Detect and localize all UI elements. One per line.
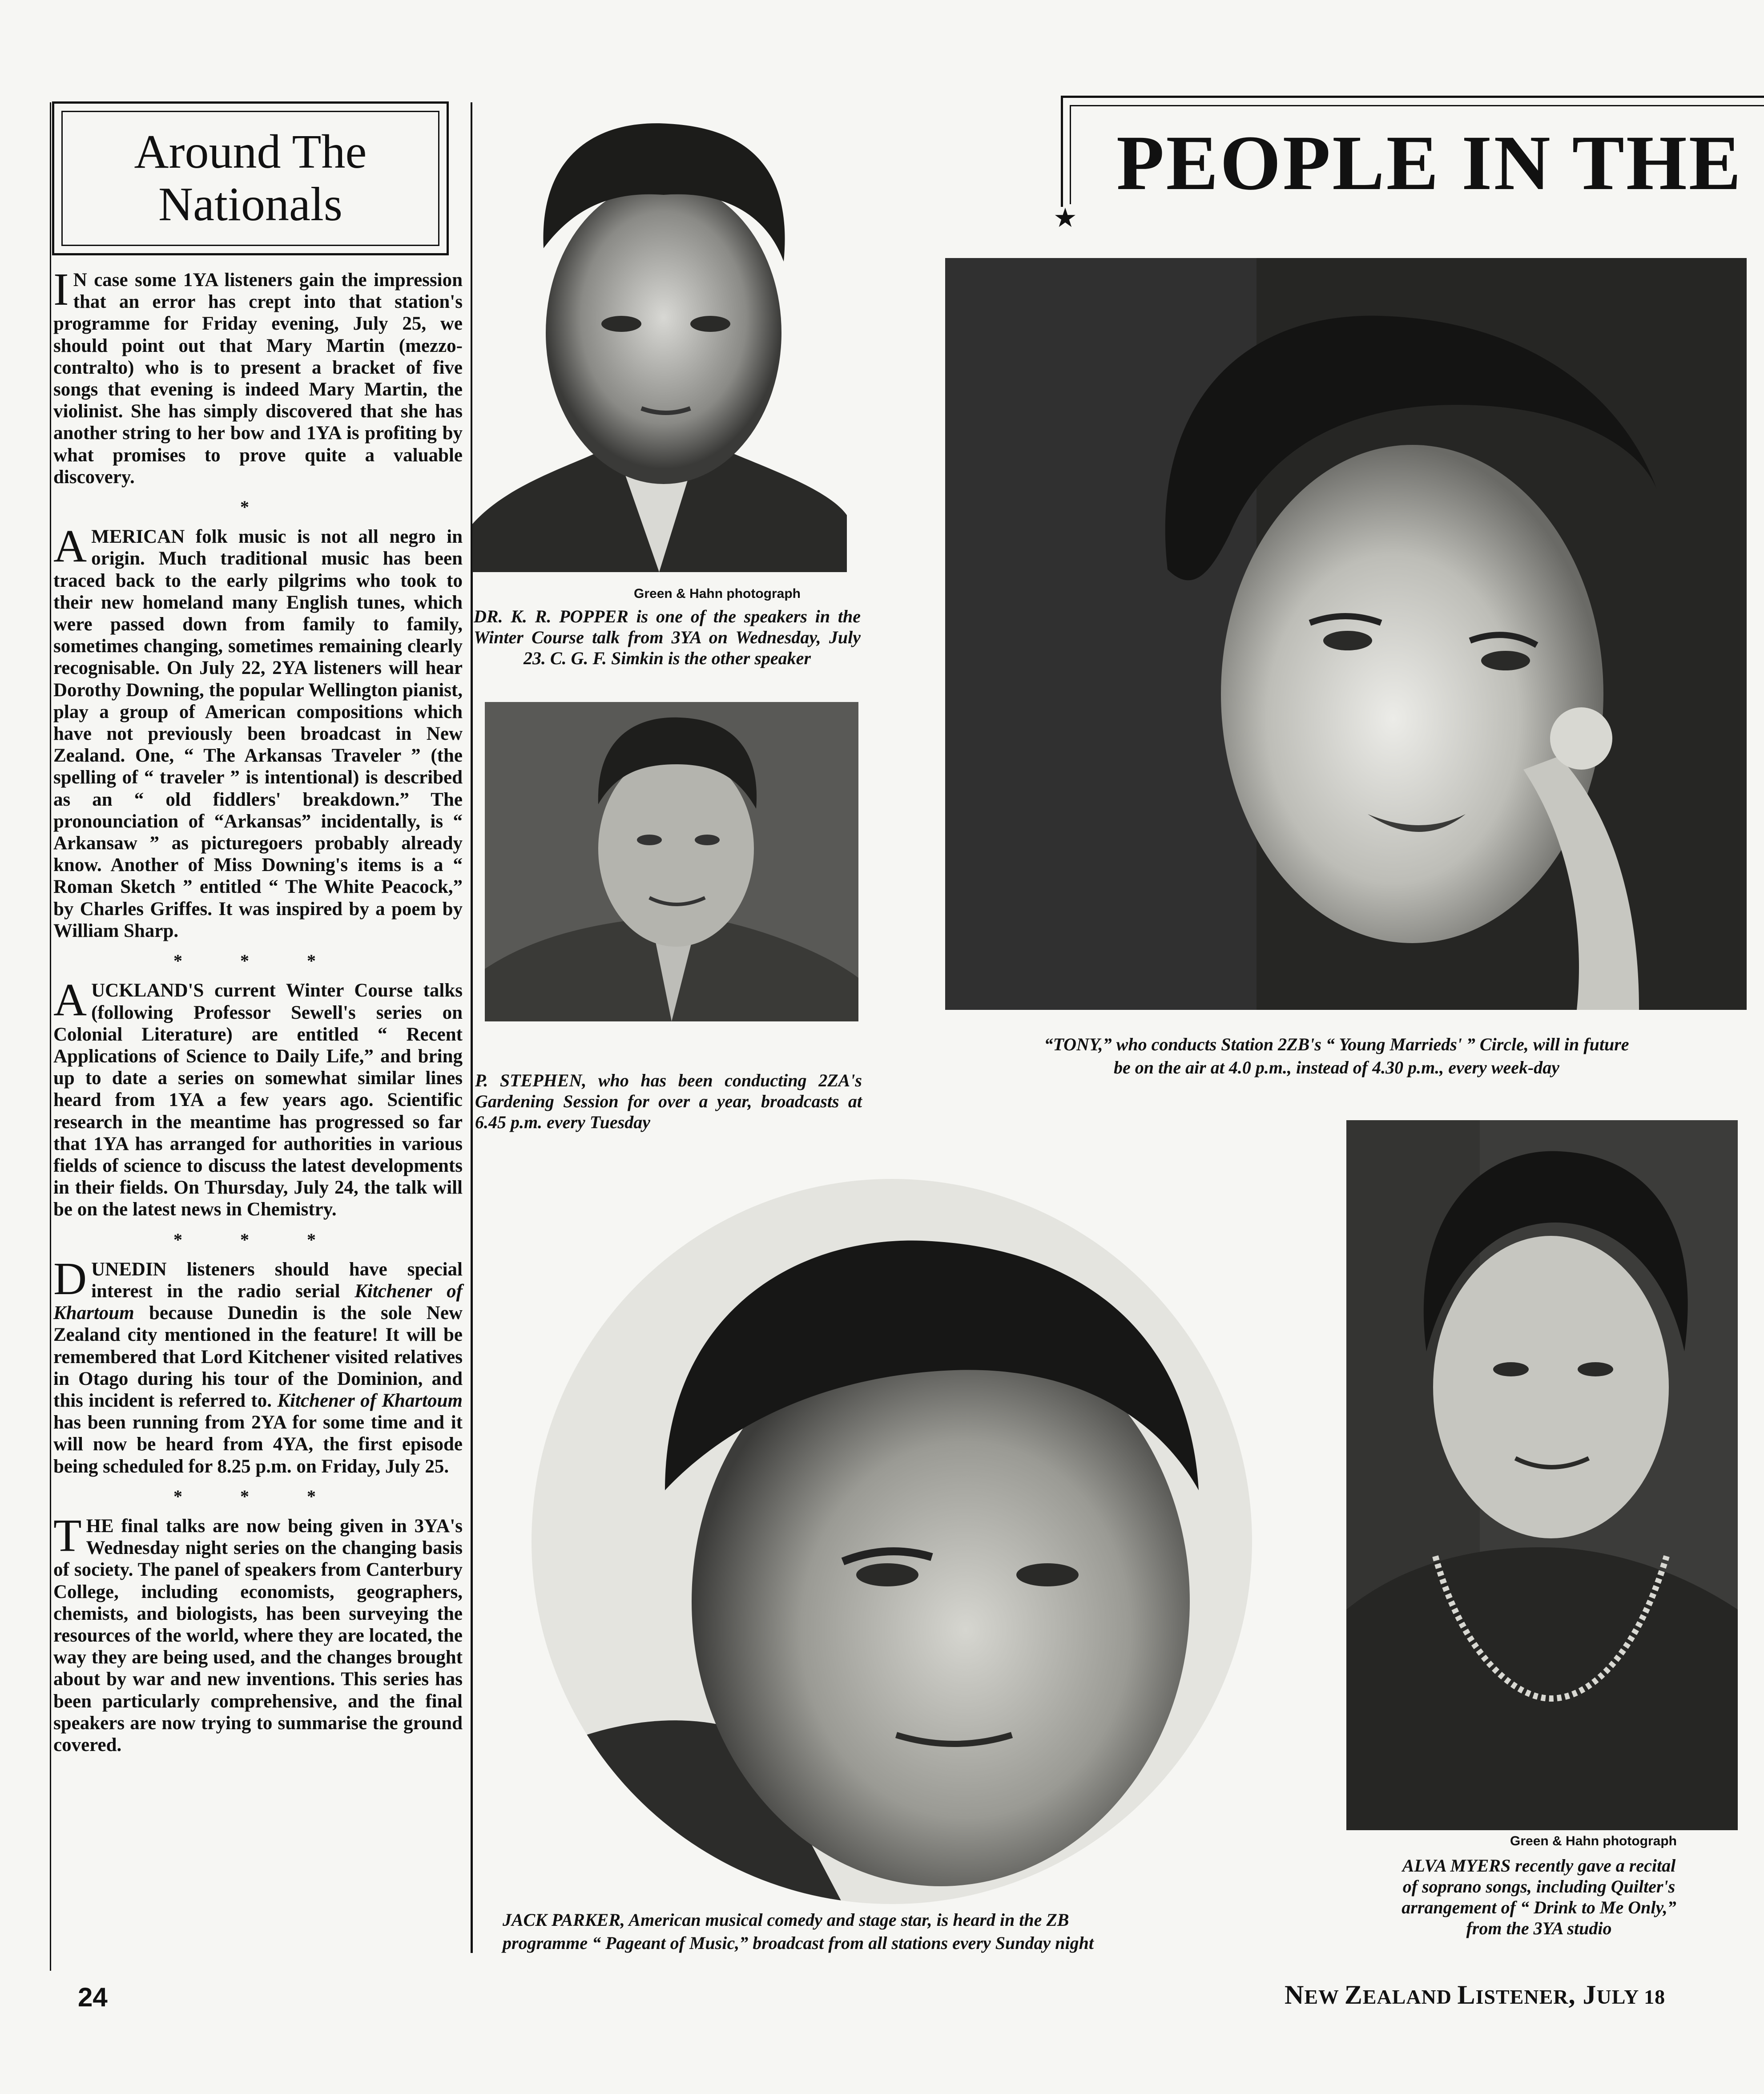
paragraph-text: UCKLAND'S current Winter Course talks (following Professor Sewell's series on Colonial Literature) are entitled “ Recent Applications of Science to Daily Life,” and bring up to date a series on somewhat similar lines heard from 1YA a few years ago. Scientific research in the meantime has progressed so far that 1YA has arranged for authorities in various fields of science to discuss the latest developments in their fields. On Thursday, July 24, the talk will be on the latest news in Chemistry. [53,980,463,1220]
photo-stephen [485,702,858,1021]
photo-credit-myers: Green & Hahn photograph [1510,1834,1677,1848]
paragraph-2 [53,520,463,942]
drop-cap: T [53,1509,82,1561]
caption-parker [503,1908,1294,1955]
caption-line: from the 3YA studio [1466,1918,1612,1938]
photo-credit-popper: Green & Hahn photograph [634,586,801,601]
masthead-line-1: Around The [134,125,367,178]
separator-stars: * [240,497,276,517]
drop-cap: I [53,264,69,315]
portrait-image [945,258,1747,1010]
page-number: 24 [78,1982,108,2012]
column-rule-left [50,102,51,1971]
serial-title: Kitchener of Khartoum [277,1390,463,1411]
caption-line: JACK PARKER, American musical comedy and stage star, is heard in the ZB [503,1910,1069,1930]
paragraph-text: MERICAN folk music is not all negro in origin. Much traditional music has been traced back to the early pilgrims who took to their new homeland many English tunes, which were passed down from family to family, sometimes changing, sometimes remaining clearly recognisable. On July 22, 2YA listeners will hear Dorothy Downing, the popular Wellington pianist, play a group of American compositions which have not previously been broadcast in New Zealand. One, “ The Arkansas Traveler ” (the spelling of “ traveler ” is intentional) is described as an “ old fiddlers' breakdown.” The pronounciation of “Arkansas” incidentally, is “ Arkansaw ” as picturegoers probably already know. Another of Miss Downing's items is a “ Roman Sketch ” entitled “ The White Peacock,” by Charles Griffes. It was inspired by a poem by William Sharp. [53,526,463,941]
pub-part: EW [1304,1985,1345,2008]
pub-part: ISTENER [1475,1985,1569,2008]
caption-tony [945,1033,1728,1079]
paragraph-1 [53,264,463,488]
paragraph-text: HE final talks are now being given in 3YA's Wednesday night series on the changing basis of society. The panel of speakers from Canterbury College, including economists, geographers, chemists, and biologists, has been surveying the resources of the world, where they are located, the way they are being used, and the changes brought about by war and new inventions. This series has been particularly comprehensive, and the final speakers are now trying to summarise the ground covered. [53,1515,463,1755]
photo-tony [945,258,1747,1010]
drop-cap: D [53,1253,87,1304]
caption-line: “TONY,” who conducts Station 2ZB's “ Young Marrieds' ” Circle, will in future [1044,1034,1629,1054]
paragraph-text: because Dunedin is the sole New Zealand city mentioned in the feature! It will be remembered that Lord Kitchener visited relatives in Otago during his tour of the Dominion, and this incident is referred to. [53,1303,463,1411]
separator-stars: * * * [173,1486,342,1506]
serial-title: Kitchener of Khartoum [53,1280,463,1324]
caption-line: programme “ Pageant of Music,” broadcast from all stations every Sunday night [503,1933,1094,1953]
separator-stars: * * * [173,951,342,971]
separator-stars: * * * [173,1229,342,1250]
caption-popper [474,606,861,669]
caption-text: DR. K. R. POPPER is one of the speakers in the Winter Course talk from 3YA on Wednesday, July 23. C. G. F. Simkin is the other speaker [474,606,861,668]
article-column [53,264,463,1756]
caption-line: arrangement of “ Drink to Me Only,” [1402,1897,1676,1917]
paragraph-text: UNEDIN listeners should have special interest in the radio serial [91,1259,463,1302]
publication-line [1285,1980,1665,2010]
pub-part: Z [1344,1980,1363,2009]
paragraph-text: has been running from 2YA for some time and it will now be heard from 4YA, the first episode being scheduled for 8.25 p.m. on Friday, July 25. [53,1412,463,1477]
paragraph-text: N case some 1YA listeners gain the impression that an error has crept into that station's programme for Friday evening, July 25, we should point out that Mary Martin (mezzo-contralto) who is to present a bracket of five songs that evening is indeed Mary Martin, the violinist. She has simply discovered that she has another string to her bow and 1YA is profiting by what promises to prove quite a valuable discovery. [53,270,463,488]
caption-myers [1334,1855,1744,1939]
photo-parker [532,1179,1252,1904]
photo-myers [1346,1120,1738,1830]
column-masthead-inner [61,111,439,246]
pub-part: EALAND [1362,1985,1458,2008]
section-title: PEOPLE IN THE [1116,120,1743,206]
star-ornament: ★ [1053,202,1077,234]
pub-part: L [1457,1980,1476,2009]
caption-line: be on the air at 4.0 p.m., instead of 4.30 p.m., every week-day [1113,1057,1560,1077]
caption-line: ALVA MYERS recently gave a recital [1402,1856,1676,1876]
portrait-image [485,702,858,1021]
caption-text: P. STEPHEN, who has been conducting 2ZA's Gardening Session for over a year, broadcasts at 6.45 p.m. every Tuesday [475,1070,862,1132]
caption-line: of soprano songs, including Quilter's [1402,1876,1675,1896]
paragraph-4 [53,1253,463,1477]
masthead-line-2: Nationals [158,178,342,231]
portrait-image [472,101,847,572]
column-masthead-box [52,101,449,255]
paragraph-5 [53,1509,463,1756]
portrait-image [1346,1120,1738,1830]
photo-popper [472,101,847,572]
pub-part: N [1285,1980,1305,2009]
pub-part: , J [1568,1980,1597,2009]
paragraph-3 [53,974,463,1220]
drop-cap: A [53,974,87,1026]
caption-stephen [475,1070,862,1133]
portrait-image [532,1179,1252,1904]
drop-cap: A [53,520,87,572]
pub-part: ULY 18 [1596,1985,1666,2008]
